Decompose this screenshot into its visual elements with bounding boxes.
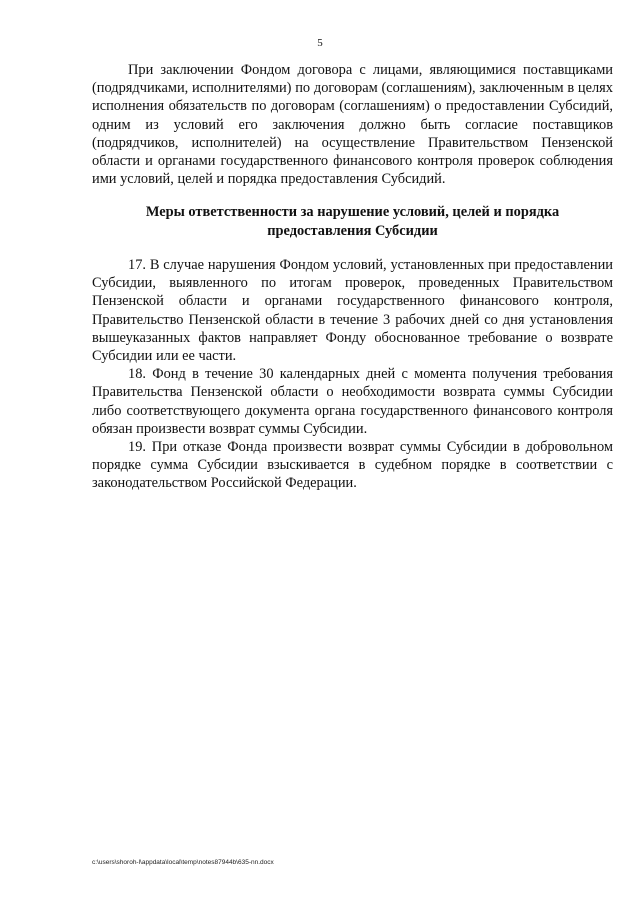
spacer [92,188,613,203]
footer-file-path: c:\users\shoroh-l\appdata\local\temp\notes87944b\635-nn.docx [92,859,274,866]
clause-19: 19. При отказе Фонда произвести возврат суммы Субсидии в добровольном порядке сумма Субсидии взыскивается в судебном порядке в соответствии с законодательством Российской Федерации. [92,439,613,492]
document-body [92,61,613,493]
clause-17: 17. В случае нарушения Фондом условий, установленных при предоставлении Субсидии, выявленного по итогам проверок, проведенных Правительством Пензенской области и органами государственного финансового контроля, Правительство Пензенской области в течение 3 рабочих дней со дня установления вышеуказанных фактов направляет Фонду обоснованное требование о возврате Субсидии или ее части. [92,257,613,365]
section-heading-line-2: предоставления Субсидии [267,223,438,240]
intro-paragraph: При заключении Фондом договора с лицами, являющимися поставщиками (подрядчиками, исполнителями) по договорам (соглашениям), заключенным в целях исполнения обязательств по договорам (соглашениям) о предоставлении Субсидий, одним из условий его заключения должно быть согласие поставщиков (подрядчиков, исполнителей) на осуществление Правительством Пензенской области и органами государственного финансового контроля проверок соблюдения ими условий, целей и порядка предоставления Субсидий. [92,62,613,188]
section-heading [92,203,613,241]
section-heading-line-1: Меры ответственности за нарушение условий, целей и порядка [145,204,560,221]
spacer [92,241,613,256]
page-number: 5 [317,37,323,49]
clause-18: 18. Фонд в течение 30 календарных дней с момента получения требования Правительства Пензенской области о необходимости возврата суммы Субсидии либо соответствующего документа органа государственного финансового контроля обязан произвести возврат суммы Субсидии. [92,366,613,437]
